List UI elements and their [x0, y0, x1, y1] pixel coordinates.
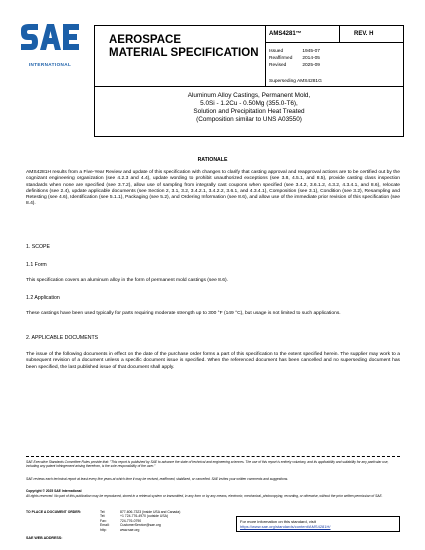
more-info-intro: For more information on this standard, visit	[240, 519, 316, 524]
revision-label: REV. H	[340, 25, 404, 43]
email-value[interactable]: CustomerService@sae.org	[120, 523, 161, 528]
http-key: http:	[100, 527, 107, 532]
order-label: TO PLACE A DOCUMENT ORDER:	[26, 510, 82, 514]
revised-label: Revised	[269, 63, 287, 68]
reaffirmed-label: Reaffirmed	[269, 56, 293, 61]
title-line4: (Composition similar to UNS A03550)	[196, 116, 302, 123]
superseding-note: Superseding AMS4281G	[269, 79, 322, 84]
email-key: Email:	[100, 523, 110, 528]
section-1-2-text: These castings have been used typically for parts requiring moderate strength up to 300 °F (149 °C), but usage is not limited to such applications.	[26, 311, 341, 316]
tel2-key: Tel:	[100, 514, 106, 519]
issued-row	[269, 49, 320, 54]
title-line3: Solution and Precipitation Heat Treated	[193, 108, 305, 115]
fax-key: Fax:	[100, 518, 107, 523]
document-type	[109, 34, 259, 60]
document-type-line2: MATERIAL SPECIFICATION	[109, 47, 259, 59]
section-1-1-heading: 1.1 Form	[26, 262, 47, 268]
rationale-heading: RATIONALE	[197, 157, 228, 163]
more-info-box	[236, 516, 400, 532]
reaffirmed-value: 2014-05	[302, 56, 320, 61]
revised-row	[269, 63, 320, 68]
section-1-heading: 1. SCOPE	[26, 244, 50, 250]
section-2-heading: 2. APPLICABLE DOCUMENTS	[26, 335, 99, 341]
http-value[interactable]: www.sae.org	[120, 527, 140, 532]
section-1-2-heading: 1.2 Application	[26, 295, 60, 301]
rationale-text: AMS4281H results from a Five-Year Review and update of this specification with changes to clarify that casting approval and reapproval actions are to be certified out by the cognizant engineering organization (see 4.2.3 and 4.4), update wording to prohibit unauthorized exceptions (see 3.8, 4.5.1, and 8.5), provide casting class inspection standards when none are specified (see 3.7.2), allow use of sampling from integrally cast coupons when specified (see 3.4.2, 3.6.1.2, 4.3.2, 4.3.4.1, and 8.6), relocate definitions (see 2.4), update applicable documents (see Section 2, 3.1, 3.2, 3.4.2.1, 3.4.2.2, 3.6.1, and 4.3.4.1), Composition (see 3.1), Condition (see 3.2), Resampling and Retesting (see 4.6), Identification (see 5.1.1), Packaging (see 5.2), and Ordering Information (see 8.6), and allow use of the immediate prior revision of this specification (see 8.4).	[26, 170, 400, 207]
title-line1: Aluminum Alloy Castings, Permanent Mold,	[187, 92, 311, 99]
header-title-box	[94, 25, 266, 87]
issued-label: Issued	[269, 49, 284, 54]
issued-value: 1945-07	[302, 49, 320, 54]
sae-web-address-label: SAE WEB ADDRESS:	[26, 536, 63, 540]
tel-key: Tel:	[100, 510, 106, 514]
document-type-line1: AEROSPACE	[109, 34, 181, 46]
logo-caption: INTERNATIONAL	[28, 62, 72, 67]
title-block	[94, 87, 404, 137]
reaffirmed-row	[269, 56, 320, 61]
footer-copyright: Copyright © 2025 SAE International	[26, 489, 82, 493]
footer-review-note: SAE reviews each technical report at least every five years at which time it may be revised, reaffirmed, stabilized, or cancelled. SAE invites your written comments and suggestions.	[26, 477, 289, 481]
sae-logo	[18, 22, 82, 62]
footer-rights: All rights reserved. No part of this publication may be reproduced, stored in a retrieval system or transmitted, in any form or by any means, electronic, mechanical, photocopying, recording, or otherwise, without the prior written permission of SAE.	[26, 494, 383, 498]
tel2-value[interactable]: +1 724-776-4970 (outside USA)	[120, 514, 168, 519]
document-number: AMS4281™	[266, 25, 340, 43]
standard-url-link[interactable]: https://www.sae.org/standards/content/AMS4281H/	[240, 524, 331, 529]
revised-value: 2025-09	[302, 63, 320, 68]
tel-value[interactable]: 877-606-7323 (inside USA and Canada)	[120, 510, 181, 514]
section-1-1-text: This specification covers an aluminum alloy in the form of permanent mold castings (see 8.6).	[26, 278, 228, 283]
dates-box	[266, 43, 404, 87]
footer-disclaimer: SAE Executive Standards Committee Rules provide that: "This report is published by SAE to advance the state of technical and engineering sciences. The use of this report is entirely voluntary, and its applicability and suitability for any particular use, including any patent infringement arising therefrom, is the sole responsibility of the user."	[26, 460, 389, 469]
specification-title	[95, 92, 403, 124]
title-line2: 5.0Si - 1.2Cu - 0.50Mg (355.0-T6),	[200, 100, 298, 107]
section-2-text: The issue of the following documents in effect on the date of the purchase order forms a part of this specification to the extent specified herein. The supplier may work to a subsequent revision of a document unless a specific document issue is specified. When the referenced document has been cancelled and no superseding document has been specified, the last published issue of that document shall apply.	[26, 352, 400, 370]
footer-divider	[26, 456, 400, 457]
fax-value: 724-776-0790	[120, 518, 142, 523]
